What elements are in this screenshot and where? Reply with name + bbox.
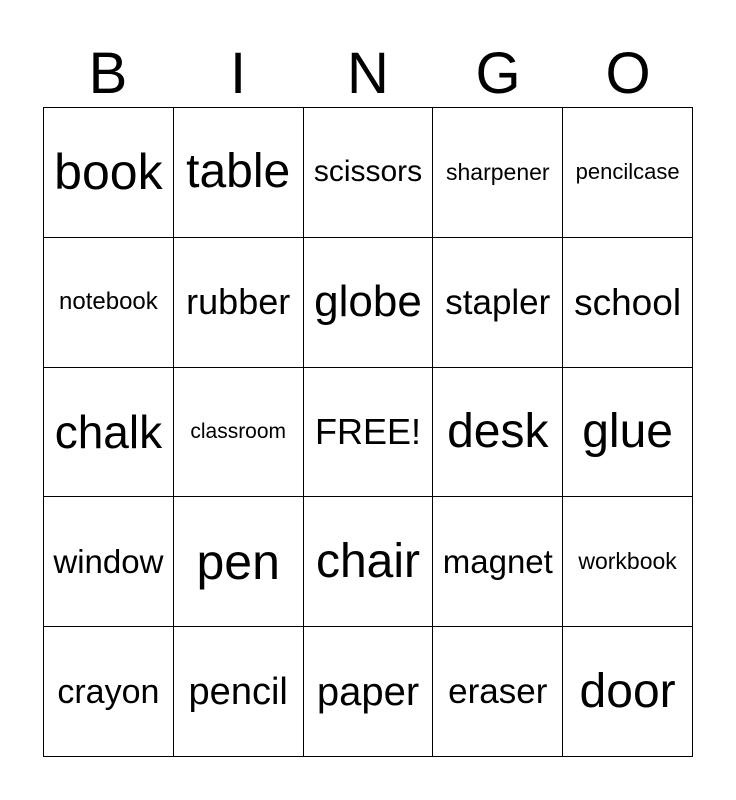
bingo-cell[interactable]: pen [174, 497, 304, 627]
bingo-cell[interactable]: chalk [44, 368, 174, 498]
bingo-cell[interactable]: eraser [433, 627, 563, 757]
bingo-card-grid [43, 107, 693, 757]
bingo-cell[interactable]: paper [304, 627, 434, 757]
bingo-cell[interactable]: rubber [174, 238, 304, 368]
bingo-cell[interactable]: classroom [174, 368, 304, 498]
bingo-cell[interactable]: crayon [44, 627, 174, 757]
bingo-cell[interactable]: pencil [174, 627, 304, 757]
bingo-cell[interactable]: window [44, 497, 174, 627]
bingo-cell[interactable]: chair [304, 497, 434, 627]
header-letter-n: N [347, 41, 389, 106]
bingo-cell[interactable]: desk [433, 368, 563, 498]
bingo-cell[interactable]: book [44, 108, 174, 238]
bingo-header [43, 40, 693, 108]
bingo-cell[interactable]: table [174, 108, 304, 238]
bingo-cell[interactable]: globe [304, 238, 434, 368]
header-letter-g: G [475, 41, 521, 106]
bingo-cell[interactable]: notebook [44, 238, 174, 368]
bingo-cell-free[interactable]: FREE! [304, 368, 434, 498]
bingo-cell[interactable]: scissors [304, 108, 434, 238]
bingo-cell[interactable]: stapler [433, 238, 563, 368]
header-letter-b: B [88, 41, 128, 106]
header-letter-i: I [229, 41, 247, 106]
bingo-cell[interactable]: school [563, 238, 693, 368]
bingo-cell[interactable]: magnet [433, 497, 563, 627]
bingo-cell[interactable]: sharpener [433, 108, 563, 238]
bingo-cell[interactable]: glue [563, 368, 693, 498]
header-letter-o: O [605, 41, 651, 106]
bingo-cell[interactable]: pencilcase [563, 108, 693, 238]
bingo-cell[interactable]: door [563, 627, 693, 757]
bingo-cell[interactable]: workbook [563, 497, 693, 627]
